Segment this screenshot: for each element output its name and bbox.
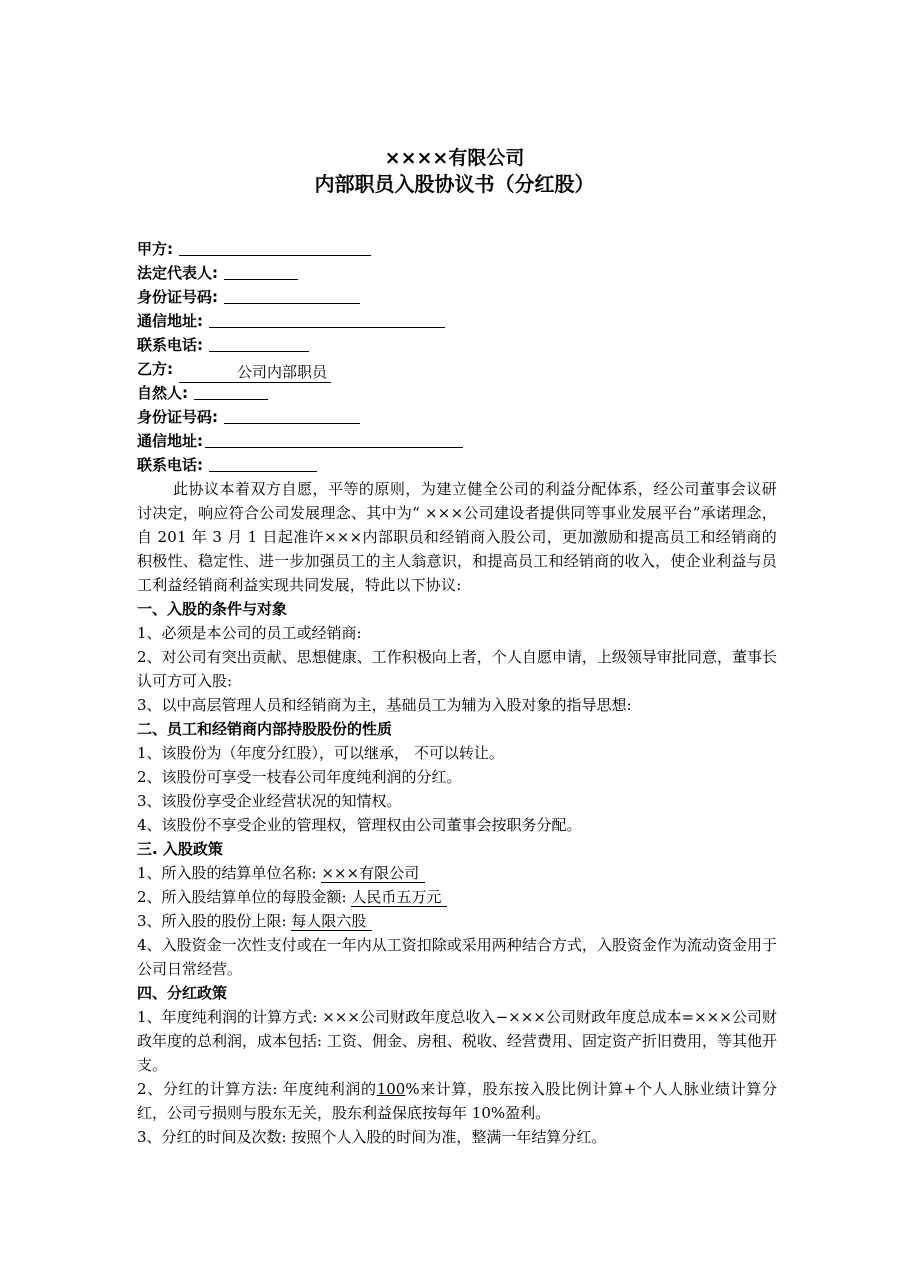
section-4-item-2: [137, 1077, 777, 1125]
party-b-value[interactable]: 公司内部职员: [179, 363, 331, 383]
share-amount-value: 人民币五万元: [351, 888, 447, 907]
section-3-item: 4、入股资金一次性支付或在一年内从工资扣除或采用两种结合方式，入股资金作为流动资金用于公司日常经营。: [137, 936, 777, 978]
party-a-address-blank[interactable]: [209, 312, 445, 328]
party-b-address-blank[interactable]: [205, 432, 463, 448]
legal-rep-blank[interactable]: [224, 264, 298, 280]
party-b-address-label: 通信地址:: [137, 432, 203, 450]
natural-person-row: [137, 381, 777, 405]
natural-person-label: 自然人:: [137, 384, 188, 402]
company-name: ××××有限公司: [384, 147, 525, 169]
settlement-unit-row: [137, 861, 777, 885]
share-limit-label: 3、所入股的股份上限:: [137, 912, 292, 930]
section-3-title: 三. 入股政策: [137, 840, 223, 858]
section-1-item: 3、以中高层管理人员和经销商为主，基础员工为辅为入股对象的指导思想:: [137, 696, 632, 714]
section-2-item: 2、该股份可享受一枝春公司年度纯利润的分红。: [137, 768, 462, 786]
party-a-address-label: 通信地址:: [137, 312, 203, 330]
dividend-method-text-2: %来计算，股东按入股比例计算+个人人脉业绩计算分红，公司亏损则与股东无关，股东利益保底按每年 10%盈利。: [137, 1080, 777, 1122]
natural-person-blank[interactable]: [194, 384, 268, 400]
share-amount-label: 2、所入股结算单位的每股金额:: [137, 888, 352, 906]
party-a-id-blank[interactable]: [224, 288, 360, 304]
party-b-phone-blank[interactable]: [209, 456, 317, 472]
settlement-unit-value: ×××有限公司: [321, 864, 425, 883]
share-amount-row: [137, 885, 777, 909]
section-2-item: 4、该股份不享受企业的管理权，管理权由公司董事会按职务分配。: [137, 816, 582, 834]
party-a-phone-blank[interactable]: [209, 336, 309, 352]
section-2-item: 3、该股份享受企业经营状况的知情权。: [137, 792, 402, 810]
intro-paragraph: 此协议本着双方自愿，平等的原则，为建立健全公司的利益分配体系，经公司董事会议研讨决定，响应符合公司发展理念、其中为“ ×××公司建设者提供同等事业发展平台”承诺理念，自 201 年 3 月 1 日起准许×××内部职员和经销商入股公司，更加激励和提高员工和经销商的积极性、稳定性、进一步加强员工的主人翁意识，和提高员工和经销商的收入，使企业利益与员工利益经销商利益实现共同发展，特此以下协议:: [137, 480, 777, 594]
party-a-block: [137, 237, 777, 477]
party-b-phone-label: 联系电话:: [137, 456, 203, 474]
party-b-phone-row: [137, 453, 777, 477]
party-b-id-label: 身份证号码:: [137, 408, 218, 426]
section-2-item: 1、该股份为（年度分红股），可以继承， 不可以转让。: [137, 744, 504, 762]
section-4-item: 1、年度纯利润的计算方式: ×××公司财政年度总收入−×××公司财政年度总成本=×××公司财政年度的总利润，成本包括: 工资、佣金、房租、税收、经营费用、固定资产折旧费用，等其他开支。: [137, 1008, 777, 1074]
share-limit-row: [137, 909, 777, 933]
agreement-body: [137, 477, 777, 1149]
party-b-label: 乙方:: [137, 360, 173, 378]
party-a-id-label: 身份证号码:: [137, 288, 218, 306]
party-b-row: [137, 357, 777, 381]
legal-rep-row: [137, 261, 777, 285]
party-a-id-row: [137, 285, 777, 309]
section-2-title: 二、员工和经销商内部持股股份的性质: [137, 720, 393, 738]
section-4-title: 四、分红政策: [137, 984, 228, 1002]
section-1-item: 2、对公司有突出贡献、思想健康、工作积极向上者，个人自愿申请，上级领导审批同意，董事长认可方可入股:: [137, 648, 777, 690]
document-title: 内部职员入股协议书（分红股）: [314, 172, 595, 196]
section-4-item: 3、分红的时间及次数: 按照个人入股的时间为准，整满一年结算分红。: [137, 1128, 607, 1146]
section-1-title: 一、入股的条件与对象: [137, 600, 288, 618]
party-b-address-row: [137, 429, 777, 453]
party-a-address-row: [137, 309, 777, 333]
dividend-method-text: 2、分红的计算方法: 年度纯利润的: [137, 1080, 377, 1098]
party-b-id-row: [137, 405, 777, 429]
share-limit-value: 每人限六股: [291, 912, 372, 931]
party-a-row: [137, 237, 777, 261]
section-1-item: 1、必须是本公司的员工或经销商:: [137, 624, 362, 642]
party-a-blank[interactable]: [179, 240, 371, 256]
party-a-phone-label: 联系电话:: [137, 336, 203, 354]
dividend-percent: 100: [376, 1080, 406, 1098]
settlement-unit-label: 1、所入股的结算单位名称:: [137, 864, 322, 882]
party-b-id-blank[interactable]: [224, 408, 360, 424]
party-a-phone-row: [137, 333, 777, 357]
legal-rep-label: 法定代表人:: [137, 264, 218, 282]
party-a-label: 甲方:: [137, 240, 173, 258]
